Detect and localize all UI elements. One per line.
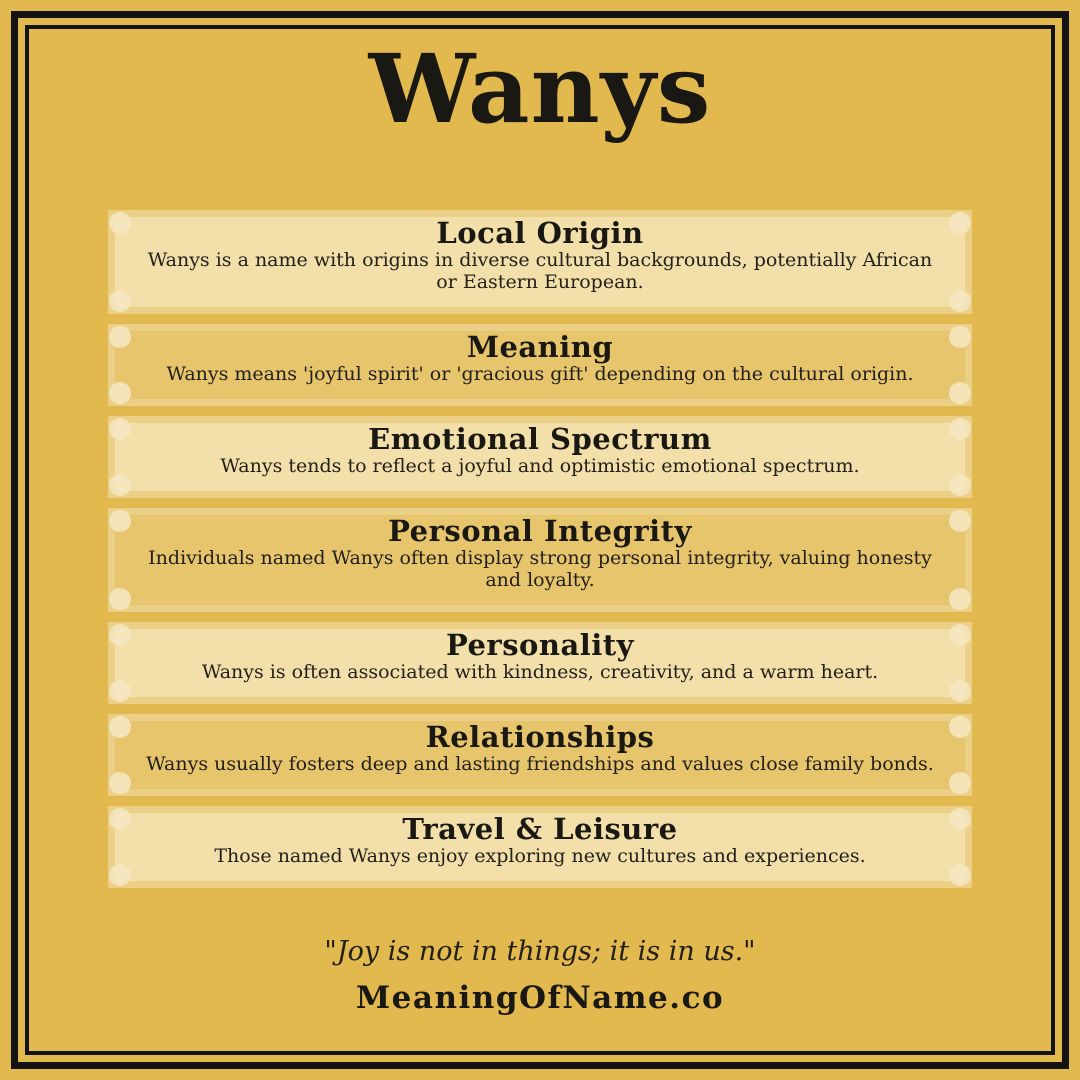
corner-pin-icon [109,772,131,794]
corner-pin-icon [949,212,971,234]
corner-pin-icon [949,716,971,738]
section-heading: Local Origin [436,216,644,250]
section-body: Those named Wanys enjoy exploring new cultures and experiences. [214,845,866,867]
corner-pin-icon [109,808,131,830]
corner-pin-icon [949,382,971,404]
corner-pin-icon [949,588,971,610]
corner-pin-icon [109,588,131,610]
section-body: Wanys is a name with origins in diverse cultural backgrounds, potentially African or Eastern European. [147,249,933,293]
corner-pin-icon [109,418,131,440]
section-card [108,622,972,704]
corner-pin-icon [949,290,971,312]
section-card-inner [115,217,965,307]
corner-pin-icon [949,808,971,830]
section-body: Individuals named Wanys often display strong personal integrity, valuing honesty and loyalty. [148,547,932,591]
brand-name: MeaningOfName.co [355,980,725,1016]
section-card-inner [115,721,965,789]
corner-pin-icon [949,418,971,440]
section-card-inner [115,813,965,881]
section-heading: Personality [445,628,635,662]
section-heading: Emotional Spectrum [368,422,712,456]
section-card [108,508,972,612]
corner-pin-icon [109,290,131,312]
corner-pin-icon [949,772,971,794]
corner-pin-icon [109,326,131,348]
corner-pin-icon [949,680,971,702]
section-card-inner [115,629,965,697]
page-title: Wanys [368,34,712,145]
corner-pin-icon [109,212,131,234]
corner-pin-icon [949,624,971,646]
corner-pin-icon [109,474,131,496]
quote-text: "Joy is not in things; it is in us." [324,936,756,967]
corner-pin-icon [109,510,131,532]
section-card [108,714,972,796]
section-heading: Travel & Leisure [402,812,678,846]
corner-pin-icon [949,510,971,532]
corner-pin-icon [109,624,131,646]
corner-pin-icon [109,716,131,738]
sections-list [108,210,972,888]
section-heading: Meaning [466,330,614,364]
section-card [108,324,972,406]
section-heading: Personal Integrity [388,514,692,548]
corner-pin-icon [109,864,131,886]
section-body: Wanys means 'joyful spirit' or 'gracious gift' depending on the cultural origin. [166,363,914,385]
corner-pin-icon [949,474,971,496]
corner-pin-icon [949,864,971,886]
section-card-inner [115,515,965,605]
corner-pin-icon [109,680,131,702]
corner-pin-icon [949,326,971,348]
section-card [108,210,972,314]
section-card [108,416,972,498]
section-heading: Relationships [425,720,655,754]
corner-pin-icon [109,382,131,404]
section-card-inner [115,331,965,399]
section-card [108,806,972,888]
section-body: Wanys tends to reflect a joyful and optimistic emotional spectrum. [220,455,860,477]
section-body: Wanys is often associated with kindness, creativity, and a warm heart. [201,661,879,683]
section-card-inner [115,423,965,491]
section-body: Wanys usually fosters deep and lasting friendships and values close family bonds. [146,753,934,775]
